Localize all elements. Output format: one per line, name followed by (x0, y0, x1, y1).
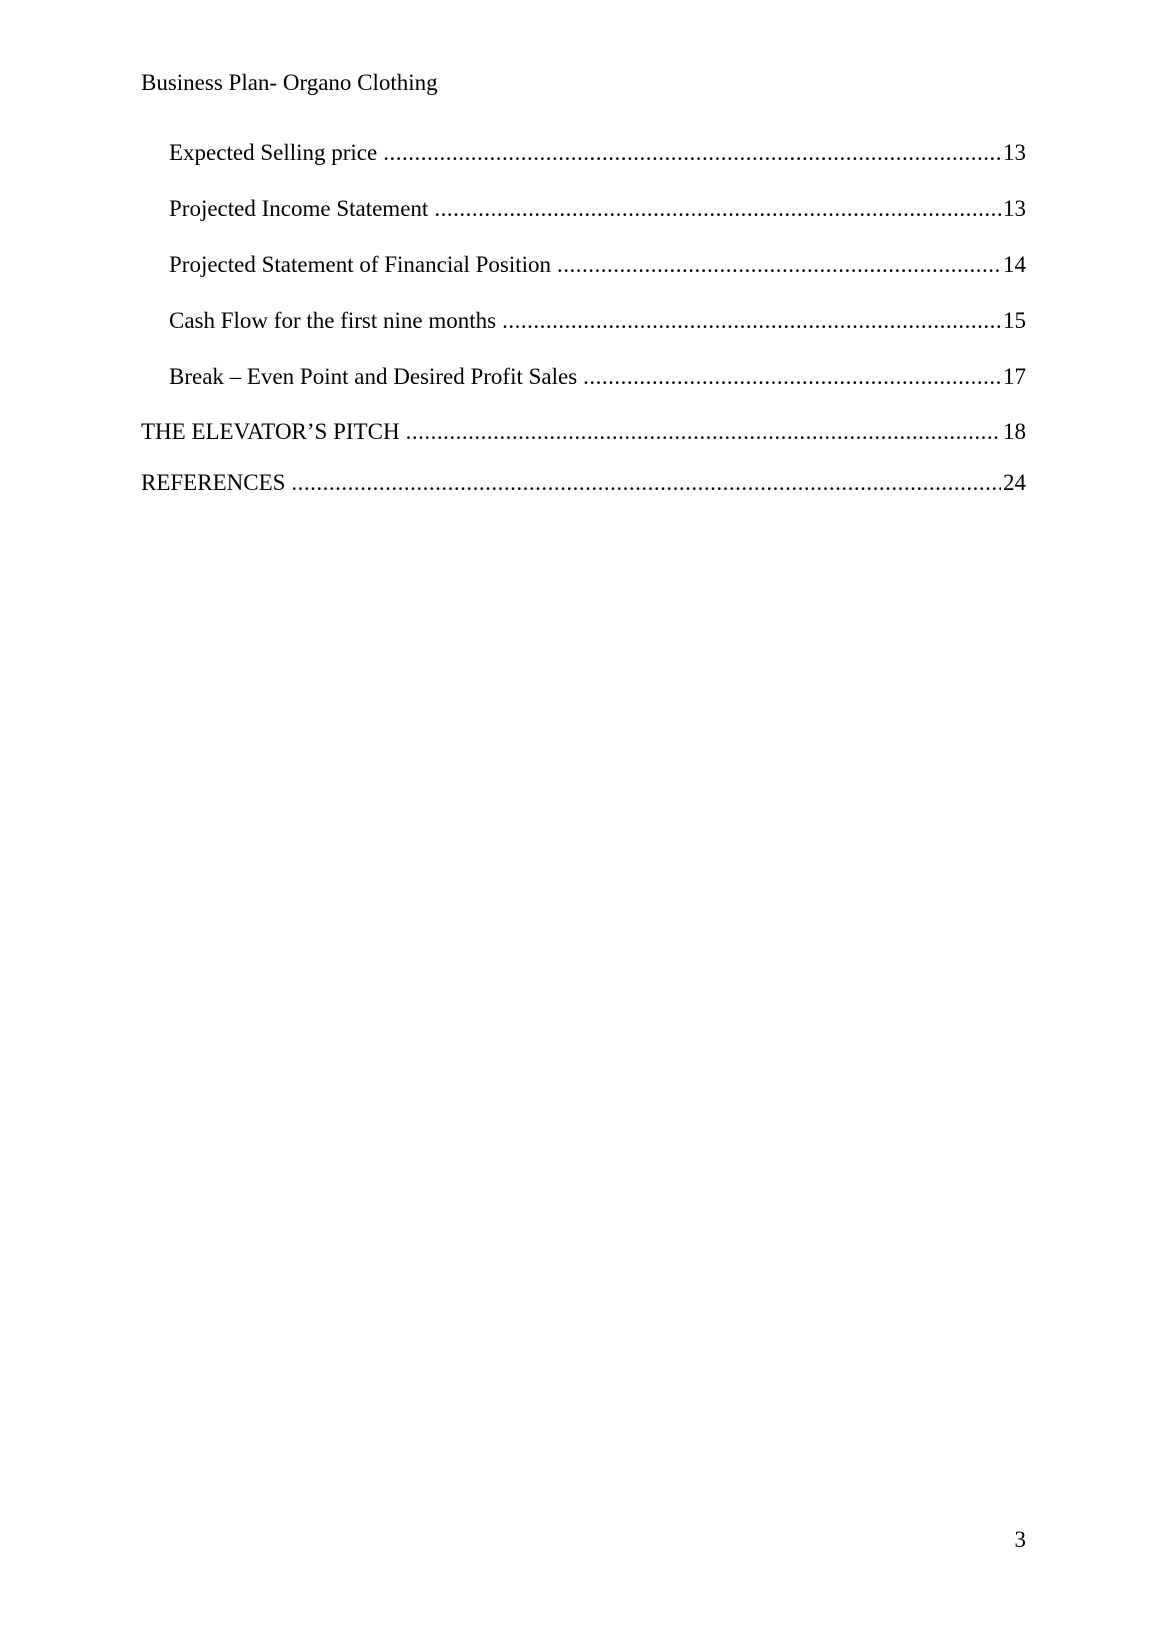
toc-entry-label: Projected Statement of Financial Position (169, 252, 551, 277)
toc-entry-label: Projected Income Statement (169, 196, 429, 221)
toc-dot-leader (291, 468, 1001, 498)
toc-entry-label: REFERENCES (141, 470, 286, 495)
toc-entry-page: 18 (1003, 419, 1026, 444)
toc-dot-leader (383, 138, 1001, 168)
toc-entry-projected-financial-position[interactable] (169, 250, 1026, 280)
toc-entry-page: 13 (1003, 196, 1026, 221)
toc-dot-leader (583, 362, 1001, 392)
toc-entry-cash-flow[interactable] (169, 306, 1026, 336)
toc-entry-break-even-point[interactable] (169, 362, 1026, 392)
toc-entry-references[interactable] (141, 468, 1026, 498)
toc-entry-elevator-pitch[interactable] (141, 417, 1026, 447)
toc-entry-page: 14 (1003, 252, 1026, 277)
toc-dot-leader (557, 250, 1001, 280)
toc-entry-label: THE ELEVATOR’S PITCH (141, 419, 400, 444)
toc-dot-leader (502, 306, 1001, 336)
toc-entry-expected-selling-price[interactable] (169, 138, 1026, 168)
toc-entry-page: 13 (1003, 140, 1026, 165)
running-header: Business Plan- Organo Clothing (141, 70, 438, 95)
page-number: 3 (1014, 1527, 1026, 1552)
toc-dot-leader (434, 194, 1001, 224)
toc-entry-label: Expected Selling price (169, 140, 378, 165)
toc-entry-label: Break – Even Point and Desired Profit Sales (169, 364, 578, 389)
toc-entry-projected-income-statement[interactable] (169, 194, 1026, 224)
toc-dot-leader (406, 417, 1001, 447)
toc-entry-page: 17 (1003, 364, 1026, 389)
toc-entry-page: 24 (1003, 470, 1026, 495)
toc-entry-page: 15 (1003, 308, 1026, 333)
toc-entry-label: Cash Flow for the first nine months (169, 308, 497, 333)
